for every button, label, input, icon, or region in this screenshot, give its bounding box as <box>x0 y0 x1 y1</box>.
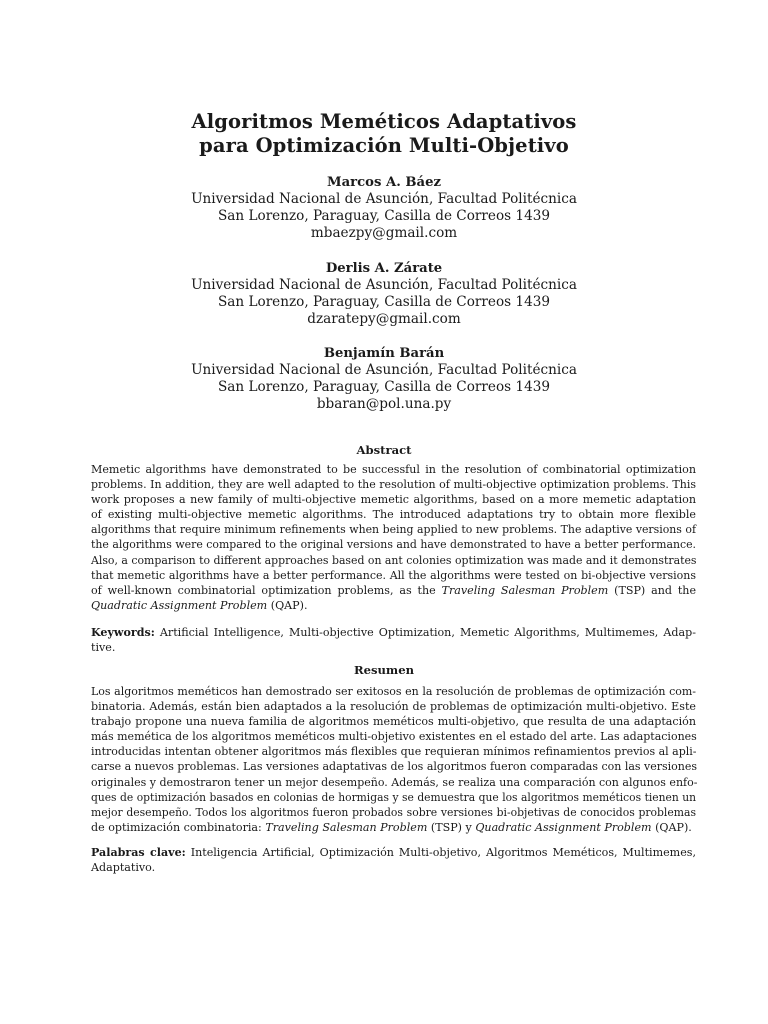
author-affiliation: Universidad Nacional de Asunción, Facultad Politécnica <box>191 362 577 378</box>
resumen-line: trabajo propone una nueva familia de algoritmos meméticos multi-objetivo, que resulta de una adaptación <box>91 715 696 729</box>
resumen-body <box>91 684 696 835</box>
author-affiliation: Universidad Nacional de Asunción, Facultad Politécnica <box>191 191 577 207</box>
author-block-3 <box>0 345 768 413</box>
tsp-term: Traveling Salesman Problem <box>265 820 428 834</box>
abstract-line-text: of well-known combinatorial optimization problems, as the <box>91 583 436 597</box>
qap-term: Quadratic Assignment Problem <box>91 598 268 612</box>
author-address: San Lorenzo, Paraguay, Casilla de Correos 1439 <box>217 208 551 224</box>
abstract-line: of existing multi-objective memetic algorithms. The introduced adaptations try to obtain more flexible <box>91 508 696 522</box>
resumen-line: mejor desempeño. Todos los algoritmos fueron probados sobre versiones bi-objetivas de conocidos problemas <box>91 805 696 819</box>
author-email: mbaezpy@gmail.com <box>310 225 458 241</box>
tsp-abbr: (TSP) and the <box>614 583 697 597</box>
qap-term: Quadratic Assignment Problem <box>475 820 652 834</box>
qap-abbr: (QAP). <box>270 598 308 612</box>
keywords <box>91 625 696 655</box>
abstract-line: that memetic algorithms have a better performance. All the algorithms were tested on bi-objective versions <box>91 568 696 582</box>
abstract-body <box>91 462 696 613</box>
keywords-label: Keywords: <box>91 626 155 639</box>
author-address: San Lorenzo, Paraguay, Casilla de Correos 1439 <box>217 379 551 395</box>
qap-abbr: (QAP). <box>655 820 692 834</box>
keywords-text: Artificial Intelligence, Multi-objective Optimization, Memetic Algorithms, Multimemes, Adap- <box>159 626 696 639</box>
resumen-line: más memética de los algoritmos meméticos multi-objetivo existentes en el estado del arte. Las adaptaciones <box>91 730 697 744</box>
resumen-line: originales y demostraron tener un mejor desempeño. Además, se realiza una comparación con algunos enfo- <box>91 775 698 789</box>
palabras-clave-line <box>91 845 696 860</box>
title-line-2: para Optimización Multi-Objetivo <box>199 134 569 157</box>
author-name: Benjamín Barán <box>323 346 445 361</box>
resumen-heading: Resumen <box>353 663 415 677</box>
resumen-last-prefix: de optimización combinatoria: <box>91 820 262 834</box>
author-block-1 <box>0 174 768 242</box>
keywords-line: tive. <box>91 641 116 655</box>
resumen-line: Los algoritmos meméticos han demostrado ser exitosos en la resolución de problemas de optimización com- <box>91 685 696 698</box>
author-affiliation: Universidad Nacional de Asunción, Facultad Politécnica <box>191 277 577 293</box>
tsp-term: Traveling Salesman Problem <box>441 583 609 597</box>
paper-title <box>0 110 768 158</box>
abstract-line: algorithms that require minimum refinements when being applied to new problems. The adaptive versions of <box>91 523 696 537</box>
abstract-line <box>91 583 696 598</box>
resumen-line: ques de optimización basados en colonias de hormigas y se demuestra que los algoritmos meméticos tienen un <box>91 790 696 804</box>
title-line-1: Algoritmos Meméticos Adaptativos <box>191 110 577 133</box>
palabras-clave-text: Inteligencia Artificial, Optimización Multi-objetivo, Algoritmos Meméticos, Multimemes, <box>190 846 696 859</box>
author-name: Marcos A. Báez <box>327 175 441 190</box>
palabras-clave <box>91 845 696 875</box>
abstract-heading: Abstract <box>356 443 412 457</box>
resumen-line: carse a nuevos problemas. Las versiones adaptativas de los algoritmos fueron comparadas con las versiones <box>91 760 698 774</box>
keywords-line <box>91 625 696 640</box>
author-block-2 <box>0 260 768 328</box>
author-email: bbaran@pol.una.py <box>316 396 452 412</box>
resumen-line <box>91 820 696 835</box>
abstract-line: problems. In addition, they are well adapted to the resolution of multi-objective optimization problems. This <box>91 478 696 492</box>
abstract-line: work proposes a new family of multi-objective memetic algorithms, based on a more memetic adaptation <box>91 493 696 507</box>
palabras-clave-label: Palabras clave: <box>91 846 186 859</box>
palabras-clave-line: Adaptativo. <box>91 861 156 875</box>
abstract-line: Memetic algorithms have demonstrated to be successful in the resolution of combinatorial optimization <box>91 463 696 476</box>
author-email: dzaratepy@gmail.com <box>307 311 461 327</box>
resumen-line: binatoria. Además, están bien adaptados a la resolución de problemas de optimización multi-objetivo. Este <box>91 700 696 714</box>
abstract-line: the algorithms were compared to the original versions and have demonstrated to have a better performance. <box>91 538 696 552</box>
abstract-line: Also, a comparison to different approaches based on ant colonies optimization was made and it demonstrates <box>91 553 697 567</box>
abstract-line <box>91 598 696 613</box>
author-name: Derlis A. Zárate <box>325 261 443 276</box>
tsp-abbr: (TSP) y <box>430 820 472 834</box>
author-address: San Lorenzo, Paraguay, Casilla de Correos 1439 <box>217 294 551 310</box>
resumen-line: introducidas intentan obtener algoritmos más flexibles que requieran mínimos refinamientos previos al apli- <box>91 745 697 759</box>
